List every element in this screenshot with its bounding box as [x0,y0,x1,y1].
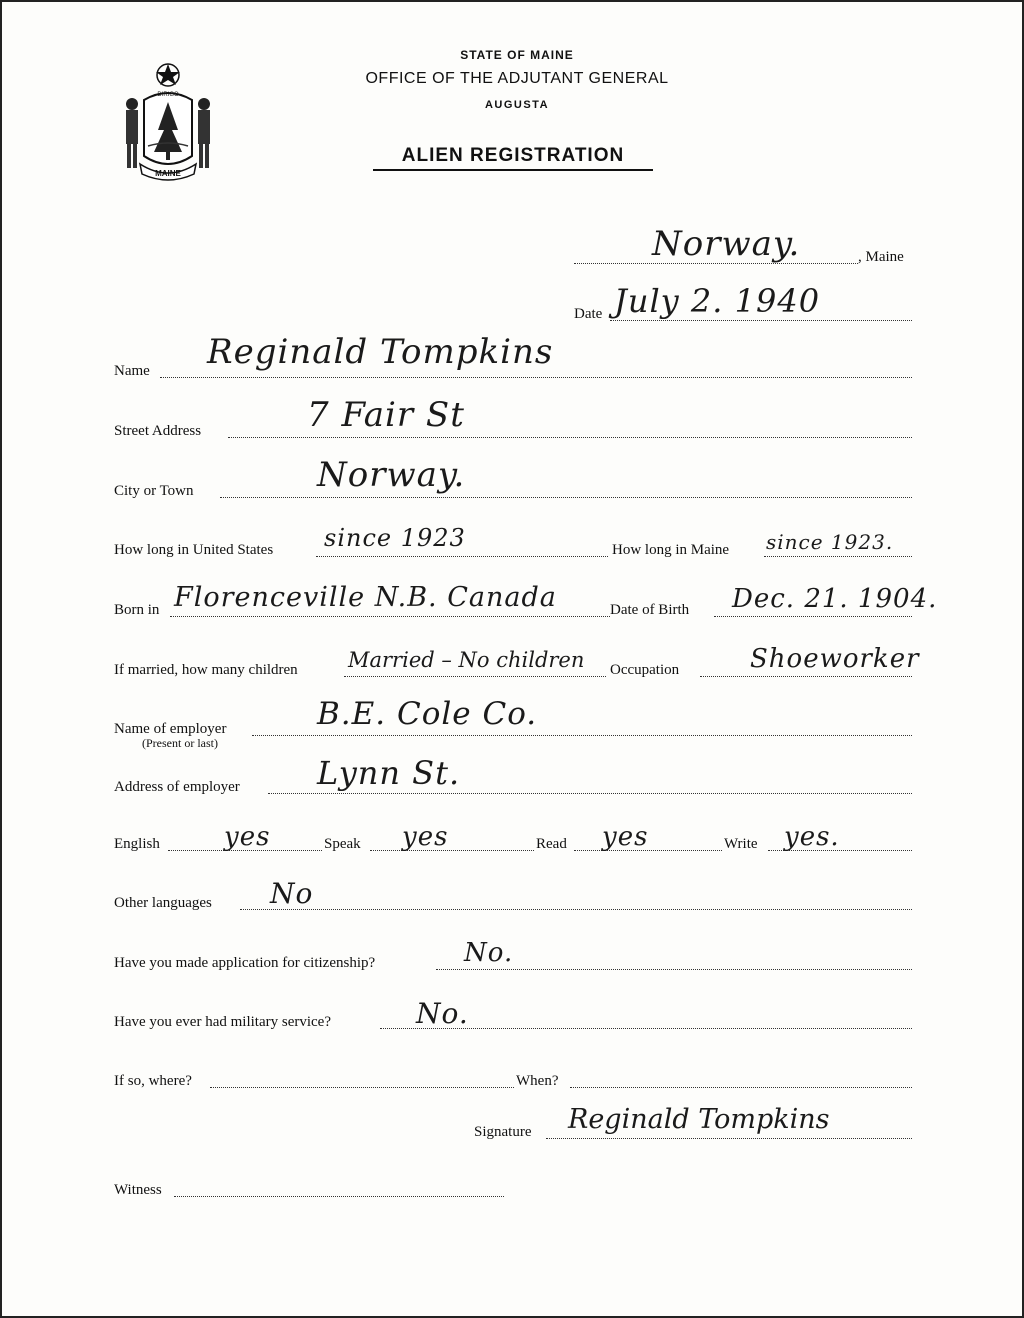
read-label: Read [536,836,567,852]
read-value[interactable]: yes [602,822,649,852]
military-label: Have you ever had military service? [114,1014,331,1030]
speak-label: Speak [324,836,361,852]
maine-value[interactable]: since 1923. [766,530,894,554]
citizenship-value[interactable]: No. [464,938,514,968]
form-title: ALIEN REGISTRATION [373,145,653,171]
header-state: STATE OF MAINE [460,48,574,62]
employer-sublabel: (Present or last) [142,736,218,750]
occupation-line [700,676,912,677]
married-line [344,676,606,677]
married-value[interactable]: Married – No children [348,648,585,672]
employer-addr-label: Address of employer [114,779,240,795]
signature-line [546,1138,912,1139]
signature-label: Signature [474,1124,532,1140]
other-lang-line [240,909,912,910]
header-office: OFFICE OF THE ADJUTANT GENERAL [365,70,669,87]
maine-line [764,556,912,557]
when-line [570,1087,912,1088]
employer-line [252,735,912,736]
write-value[interactable]: yes. [784,822,840,852]
maine-label: How long in Maine [612,542,730,558]
seal-name-text: MAINE [155,169,181,178]
street-value[interactable]: 7 Fair St [307,395,465,435]
write-label: Write [724,836,758,852]
speak-line [370,850,534,851]
date-value[interactable]: July 2. 1940 [614,282,821,320]
name-value[interactable]: Reginald Tompkins [207,332,554,372]
born-line [170,616,610,617]
when-label: When? [516,1073,559,1089]
signature-value[interactable]: Reginald Tompkins [568,1104,830,1135]
witness-line [174,1196,504,1197]
name-label: Name [114,363,150,379]
born-label: Born in [114,602,160,618]
us-value[interactable]: since 1923 [324,524,466,552]
town-value[interactable]: Norway. [652,224,801,264]
city-value[interactable]: Norway. [317,455,466,495]
dob-label: Date of Birth [610,602,690,618]
witness-label: Witness [114,1182,162,1198]
other-lang-value[interactable]: No [270,877,314,910]
dob-value[interactable]: Dec. 21. 1904. [732,584,938,614]
maine-seal-icon [114,60,222,184]
us-label: How long in United States [114,542,274,558]
employer-addr-line [268,793,912,794]
street-line [228,437,912,438]
street-label: Street Address [114,423,202,439]
where-line [210,1087,514,1088]
citizenship-label: Have you made application for citizenship? [114,955,376,971]
header-city: AUGUSTA [484,99,550,111]
occupation-label: Occupation [610,662,680,678]
date-line [610,320,912,321]
speak-value[interactable]: yes [402,822,449,852]
us-line [316,556,608,557]
other-lang-label: Other languages [114,895,212,911]
name-line [160,377,912,378]
seal-motto-text: DIRIGO [157,92,179,98]
where-label: If so, where? [114,1073,192,1089]
military-value[interactable]: No. [416,997,469,1030]
english-value[interactable]: yes [224,822,271,852]
citizenship-line [436,969,912,970]
date-label: Date [574,306,603,322]
city-label: City or Town [114,483,194,499]
married-label: If married, how many children [114,662,298,678]
english-label: English [114,836,160,852]
born-value[interactable]: Florenceville N.B. Canada [174,582,557,613]
employer-addr-value[interactable]: Lynn St. [317,754,461,792]
employer-label: Name of employer [114,721,227,737]
town-suffix: , Maine [858,249,904,265]
occupation-value[interactable]: Shoeworker [750,644,920,674]
employer-value[interactable]: B.E. Cole Co. [317,696,538,732]
city-line [220,497,912,498]
dob-line [714,616,912,617]
